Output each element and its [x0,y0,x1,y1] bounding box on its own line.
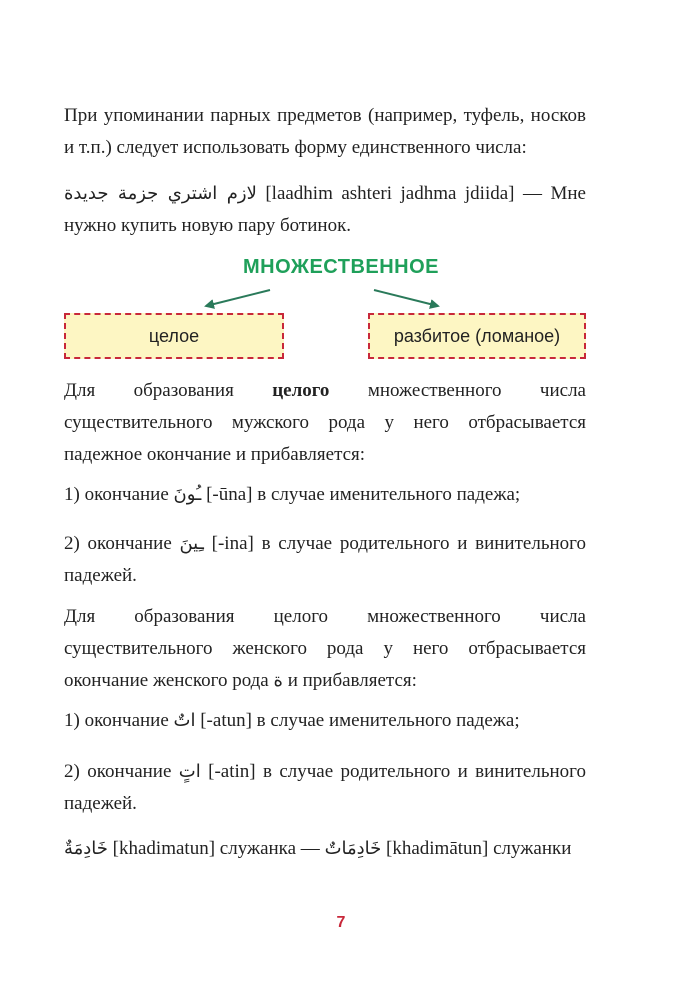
paragraph-text: множественного числа существительного мужского рода у него отбрасывается падежное окончание и прибавляется: [64,380,586,465]
paragraph-text: Для образования целого множественного числа существительного женского рода у него отбрасывается окончание женского рода [64,606,586,691]
paragraph-masculine-plural [64,375,586,471]
arabic-word: خَادِمَاتٌ [324,838,382,859]
paragraph-ending-una [64,479,586,511]
paragraph-ending-atin [64,756,586,820]
arabic-ending: اتٌ [173,710,196,731]
arabic-ending: ة [273,670,283,691]
paragraph-text: 2) окончание [64,761,179,782]
paragraph-text: [-atun] в случае именительного падежа; [195,710,520,731]
paragraph-text: Для образования [64,380,273,401]
bold-term: целого [272,380,330,401]
arrow-to-left-box [206,290,270,306]
arabic-ending: ـُونَ [173,484,202,505]
paragraph-text: 2) окончание [64,533,180,554]
paragraph-text: [-atin] в случае родительного и винительного падежей. [64,761,586,814]
arabic-word: خَادِمَةٌ [64,838,108,859]
paragraph-text: 1) окончание [64,484,174,505]
paragraph-ending-atun [64,705,586,737]
paragraph-text: [laadhim ashteri jadhma jdiida] — Мне нужно купить новую пару ботинок. [64,183,586,236]
arabic-ending: اتٍ [178,761,201,782]
box-sound-plural [64,313,284,359]
paragraph-text: [-ina] в случае родительного и винительного падежей. [64,533,586,586]
page-number: 7 [336,914,346,931]
arabic-phrase: لازم اشتري جزمة جديدة [64,183,257,204]
box-label: целое [148,325,200,346]
arabic-ending: ـِينَ [179,533,204,554]
paragraph-text: [-ūna] в случае именительного падежа; [201,484,521,505]
paragraph-ending-ina [64,528,586,592]
paragraph-text: [khadimatun] служанка — [107,838,325,859]
paragraph-text: 1) окончание [64,710,174,731]
paragraph-text: При упоминании парных предметов (например, туфель, носков и т.п.) следует использовать форму единственного числа: [64,105,586,158]
box-broken-plural [368,313,586,359]
arrow-to-right-box [374,290,438,306]
box-label: разбитое (ломаное) [393,325,561,346]
diagram-heading: МНОЖЕСТВЕННОЕ [242,256,440,278]
paragraph-feminine-plural [64,601,586,697]
paragraph-text: и прибавляется: [282,670,417,691]
diagram-arrows [0,0,682,320]
paragraph-example-servant [64,833,586,865]
paragraph-text: [khadimātun] служанки [381,838,572,859]
